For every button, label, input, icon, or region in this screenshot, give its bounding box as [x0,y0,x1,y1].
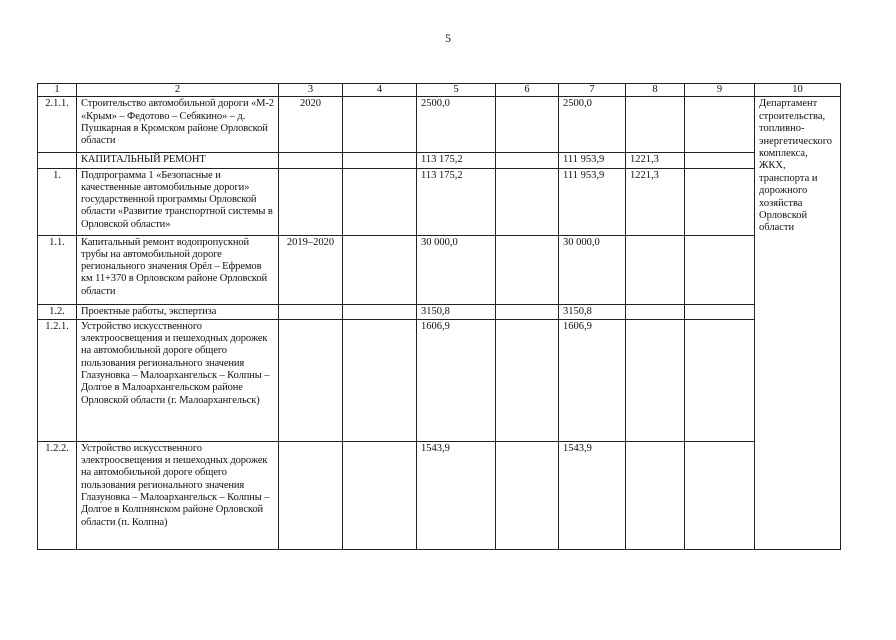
row-col9 [685,304,755,319]
row-description: Устройство искусственного электроосвещения и пешеходных дорожек на автомобильной дороге общего пользования регионального значения Глазуновка – Малоархангельск – Колпны – Долгое в Колпнянском районе Орловской области (п. Колпна) [77,441,279,549]
table-row [38,153,841,168]
row-col8 [626,235,685,304]
row-year: 2020 [279,97,343,153]
row-col8 [626,319,685,441]
row-col6 [496,304,559,319]
row-col4 [343,319,417,441]
row-col9 [685,168,755,235]
row-col7: 3150,8 [559,304,626,319]
row-number: 1. [38,168,77,235]
row-col8: 1221,3 [626,153,685,168]
row-col7: 111 953,9 [559,153,626,168]
row-col4 [343,153,417,168]
header-cell: 1 [38,84,77,97]
row-number: 2.1.1. [38,97,77,153]
row-col4 [343,441,417,549]
row-col9 [685,153,755,168]
row-description: Устройство искусственного электроосвещения и пешеходных дорожек на автомобильной дороге общего пользования регионального значения Глазуновка – Малоархангельск – Колпны – Долгое в Малоархангельском районе Орловской области (г. Малоархангельск) [77,319,279,441]
row-number: 1.2.2. [38,441,77,549]
row-col8: 1221,3 [626,168,685,235]
table-row [38,319,841,441]
row-col4 [343,304,417,319]
row-col5: 113 175,2 [417,153,496,168]
header-cell: 9 [685,84,755,97]
row-col8 [626,97,685,153]
row-description: Строительство автомобильной дороги «М-2 «Крым» – Федотово – Себякино» – д. Пушкарная в Кромском районе Орловской области [77,97,279,153]
budget-table [37,83,841,550]
row-number [38,153,77,168]
row-col5: 30 000,0 [417,235,496,304]
header-cell: 8 [626,84,685,97]
row-col5: 3150,8 [417,304,496,319]
row-col7: 1606,9 [559,319,626,441]
header-cell: 3 [279,84,343,97]
row-col8 [626,304,685,319]
row-col6 [496,97,559,153]
row-col7: 111 953,9 [559,168,626,235]
header-cell: 10 [755,84,841,97]
header-cell: 5 [417,84,496,97]
row-col6 [496,153,559,168]
row-year [279,441,343,549]
table-row [38,97,841,153]
row-col6 [496,441,559,549]
row-description: Подпрограмма 1 «Безопасные и качественные автомобильные дороги» государственной программы Орловской области «Развитие транспортной системы в Орловской области» [77,168,279,235]
row-col6 [496,168,559,235]
row-description: Проектные работы, экспертиза [77,304,279,319]
row-col5: 113 175,2 [417,168,496,235]
row-description: Капитальный ремонт водопропускной трубы на автомобильной дороге регионального значения Орёл – Ефремов км 11+370 в Орловском районе Орловской области [77,235,279,304]
row-col8 [626,441,685,549]
row-number: 1.2. [38,304,77,319]
row-number: 1.1. [38,235,77,304]
row-col7: 30 000,0 [559,235,626,304]
row-col6 [496,319,559,441]
header-row [38,84,841,97]
row-col6 [496,235,559,304]
row-col4 [343,97,417,153]
row-col5: 2500,0 [417,97,496,153]
row-year [279,304,343,319]
row-col5: 1606,9 [417,319,496,441]
row-description: КАПИТАЛЬНЫЙ РЕМОНТ [77,153,279,168]
header-cell: 2 [77,84,279,97]
page-number: 5 [445,31,451,45]
table-row [38,235,841,304]
row-col7: 1543,9 [559,441,626,549]
row-col9 [685,235,755,304]
table-row [38,441,841,549]
table-row [38,168,841,235]
row-year: 2019–2020 [279,235,343,304]
row-year [279,168,343,235]
table-row [38,304,841,319]
row-col9 [685,97,755,153]
header-cell: 7 [559,84,626,97]
row-col4 [343,168,417,235]
row-year [279,153,343,168]
header-cell: 4 [343,84,417,97]
responsible-department: Департамент строительства, топливно-энергетического комплекса, ЖКХ, транспорта и дорожного хозяйства Орловской области [755,97,841,550]
row-col5: 1543,9 [417,441,496,549]
row-col4 [343,235,417,304]
header-cell: 6 [496,84,559,97]
row-year [279,319,343,441]
row-number: 1.2.1. [38,319,77,441]
row-col7: 2500,0 [559,97,626,153]
row-col9 [685,441,755,549]
row-col9 [685,319,755,441]
